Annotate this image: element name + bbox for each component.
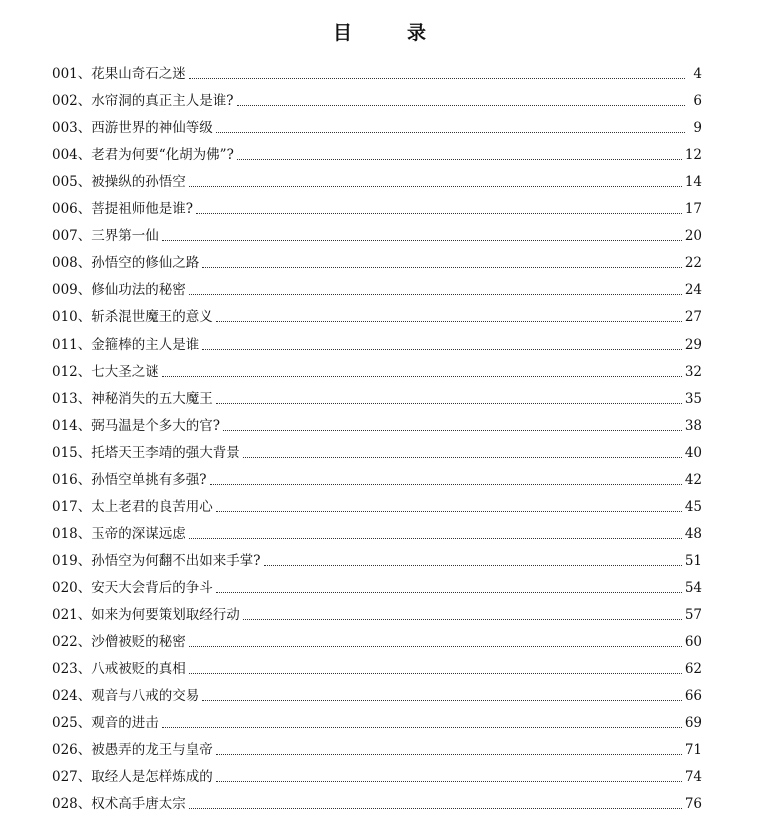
- toc-entry-title: 菩提祖师他是谁?: [91, 201, 194, 218]
- toc-entry-separator: 、: [77, 174, 92, 191]
- toc-entry[interactable]: [52, 705, 702, 732]
- toc-entry[interactable]: [52, 56, 702, 83]
- toc-entry-title: 八戒被贬的真相: [91, 661, 186, 678]
- toc-entry-page: 42: [684, 471, 702, 488]
- toc-entry[interactable]: [52, 543, 702, 570]
- toc-entry-title: 如来为何要策划取经行动: [91, 606, 240, 623]
- toc-entry[interactable]: [52, 624, 702, 651]
- toc-entry-separator: 、: [77, 444, 92, 461]
- toc-entry-leader: [202, 700, 682, 701]
- toc-entry-number: 024: [52, 688, 78, 705]
- toc-entry[interactable]: [52, 299, 702, 326]
- toc-entry-separator: 、: [77, 661, 92, 678]
- toc-entry-number: 012: [52, 363, 78, 380]
- toc-entry-leader: [189, 294, 682, 295]
- toc-entry-page: 38: [684, 417, 702, 434]
- toc-entry-leader: [216, 781, 682, 782]
- toc-entry-separator: 、: [77, 390, 92, 407]
- toc-entry[interactable]: [52, 489, 702, 516]
- toc-entry-page: 6: [693, 93, 702, 110]
- toc-entry-separator: 、: [77, 255, 92, 272]
- toc-entry-number: 023: [52, 661, 78, 678]
- toc-entry-separator: 、: [77, 228, 92, 245]
- toc-entry-number: 013: [52, 390, 78, 407]
- toc-entry[interactable]: [52, 435, 702, 462]
- toc-entry[interactable]: [52, 272, 702, 299]
- toc-entry-page: 35: [684, 390, 702, 407]
- toc-entry-separator: 、: [77, 309, 92, 326]
- toc-entry-title: 金箍棒的主人是谁: [91, 336, 200, 353]
- toc-entry[interactable]: [52, 381, 702, 408]
- toc-entry-title: 西游世界的神仙等级: [91, 120, 213, 137]
- toc-entry-number: 020: [52, 579, 78, 596]
- toc-entry-page: 32: [684, 363, 702, 380]
- toc-entry-page: 51: [684, 552, 702, 569]
- toc-entry-page: 22: [684, 255, 702, 272]
- toc-entry-leader: [189, 78, 685, 79]
- toc-entry-number: 025: [52, 715, 78, 732]
- toc-entry-number: 005: [52, 174, 78, 191]
- toc-entry-title: 斩杀混世魔王的意义: [91, 309, 213, 326]
- toc-entry[interactable]: [52, 137, 702, 164]
- toc-entry-page: 60: [684, 634, 702, 651]
- toc-entry-separator: 、: [77, 688, 92, 705]
- toc-entry-number: 001: [52, 66, 78, 83]
- toc-entry-page: 40: [684, 444, 702, 461]
- toc-entry-leader: [223, 430, 682, 431]
- toc-entry-title: 孙悟空为何翻不出如来手掌?: [91, 552, 261, 569]
- toc-entry-title: 观音与八戒的交易: [91, 688, 200, 705]
- toc-entry-separator: 、: [77, 363, 92, 380]
- toc-entry-page: 66: [684, 688, 702, 705]
- toc-entry-number: 022: [52, 634, 78, 651]
- toc-entry-title: 沙僧被贬的秘密: [91, 634, 186, 651]
- toc-entry-leader: [237, 105, 685, 106]
- toc-entry-page: 48: [684, 525, 702, 542]
- toc-entry-number: 027: [52, 769, 78, 786]
- toc-entry-number: 028: [52, 796, 78, 813]
- toc-entry-number: 018: [52, 525, 78, 542]
- toc-entry[interactable]: [52, 651, 702, 678]
- toc-entry-page: 45: [684, 498, 702, 515]
- toc-entry-leader: [216, 592, 682, 593]
- toc-entry-title: 老君为何要“化胡为佛”?: [91, 147, 234, 164]
- toc-entry-separator: 、: [77, 417, 92, 434]
- toc-entry[interactable]: [52, 191, 702, 218]
- toc-entry-leader: [243, 457, 682, 458]
- toc-entry-number: 019: [52, 552, 78, 569]
- toc-entry[interactable]: [52, 408, 702, 435]
- toc-entry-title: 托塔天王李靖的强大背景: [91, 444, 240, 461]
- toc-entry-page: 74: [684, 769, 702, 786]
- toc-entry-page: 4: [693, 66, 702, 83]
- toc-entry-separator: 、: [77, 579, 92, 596]
- toc-entry-title: 权术高手唐太宗: [91, 796, 186, 813]
- toc-entry-page: 29: [684, 336, 702, 353]
- toc-entry-page: 9: [693, 120, 702, 137]
- toc-entry-separator: 、: [77, 769, 92, 786]
- toc-entry[interactable]: [52, 354, 702, 381]
- toc-entry-number: 002: [52, 93, 78, 110]
- toc-entry-title: 花果山奇石之迷: [91, 66, 186, 83]
- toc-entry-separator: 、: [77, 715, 92, 732]
- table-of-contents: [52, 56, 702, 813]
- toc-entry[interactable]: [52, 164, 702, 191]
- toc-entry-title: 被愚弄的龙王与皇帝: [91, 742, 213, 759]
- toc-entry-leader: [243, 619, 682, 620]
- toc-entry-title: 太上老君的良苦用心: [91, 498, 213, 515]
- toc-entry-separator: 、: [77, 498, 92, 515]
- toc-entry-leader: [196, 213, 682, 214]
- toc-entry-leader: [189, 673, 682, 674]
- toc-entry-leader: [189, 646, 682, 647]
- toc-entry-title: 孙悟空单挑有多强?: [91, 471, 207, 488]
- toc-entry-title: 安天大会背后的争斗: [91, 579, 213, 596]
- toc-entry[interactable]: [52, 759, 702, 786]
- toc-entry-title: 玉帝的深谋远虑: [91, 525, 186, 542]
- toc-entry-number: 006: [52, 201, 78, 218]
- toc-entry-number: 010: [52, 309, 78, 326]
- toc-entry[interactable]: [52, 732, 702, 759]
- toc-entry-separator: 、: [77, 66, 92, 83]
- toc-entry-page: 71: [684, 742, 702, 759]
- toc-entry-number: 026: [52, 742, 78, 759]
- toc-entry-page: 62: [684, 661, 702, 678]
- toc-entry-leader: [216, 321, 682, 322]
- toc-entry-leader: [162, 727, 682, 728]
- toc-entry[interactable]: [52, 678, 702, 705]
- toc-entry-number: 014: [52, 417, 78, 434]
- toc-entry-separator: 、: [77, 120, 92, 137]
- toc-entry-number: 004: [52, 147, 78, 164]
- toc-entry-title: 孙悟空的修仙之路: [91, 255, 200, 272]
- toc-entry-title: 修仙功法的秘密: [91, 282, 186, 299]
- toc-entry-number: 021: [52, 606, 78, 623]
- toc-entry-separator: 、: [77, 606, 92, 623]
- toc-entry-page: 14: [684, 174, 702, 191]
- toc-entry-page: 17: [684, 201, 702, 218]
- toc-entry-separator: 、: [77, 201, 92, 218]
- toc-entry-separator: 、: [77, 742, 92, 759]
- toc-entry-leader: [162, 240, 682, 241]
- toc-entry-number: 007: [52, 228, 78, 245]
- toc-entry-leader: [189, 186, 682, 187]
- toc-entry-leader: [202, 267, 682, 268]
- toc-entry[interactable]: [52, 597, 702, 624]
- toc-entry-leader: [216, 403, 682, 404]
- toc-entry-page: 54: [684, 579, 702, 596]
- toc-entry-number: 015: [52, 444, 78, 461]
- toc-entry-leader: [189, 538, 682, 539]
- toc-entry-leader: [202, 349, 682, 350]
- toc-entry-leader: [264, 565, 682, 566]
- toc-entry-leader: [210, 484, 682, 485]
- toc-entry[interactable]: [52, 218, 702, 245]
- toc-entry-number: 009: [52, 282, 78, 299]
- toc-entry-page: 76: [684, 796, 702, 813]
- toc-entry-leader: [189, 808, 682, 809]
- toc-entry-separator: 、: [77, 796, 92, 813]
- toc-entry-number: 017: [52, 498, 78, 515]
- toc-entry[interactable]: [52, 326, 702, 353]
- page-title: 目 录: [332, 22, 444, 44]
- toc-entry-separator: 、: [77, 147, 92, 164]
- toc-entry-number: 003: [52, 120, 78, 137]
- toc-entry-page: 57: [684, 606, 702, 623]
- toc-entry-separator: 、: [77, 634, 92, 651]
- toc-entry-title: 弼马温是个多大的官?: [91, 417, 221, 434]
- toc-entry-separator: 、: [77, 525, 92, 542]
- toc-entry-page: 20: [684, 228, 702, 245]
- toc-entry-title: 水帘洞的真正主人是谁?: [91, 93, 234, 110]
- toc-entry-number: 008: [52, 255, 78, 272]
- toc-entry-leader: [237, 159, 682, 160]
- toc-entry-page: 69: [684, 715, 702, 732]
- toc-entry-leader: [162, 376, 682, 377]
- toc-entry-number: 016: [52, 471, 78, 488]
- toc-entry-number: 011: [52, 336, 78, 353]
- toc-entry-separator: 、: [77, 471, 92, 488]
- toc-entry[interactable]: [52, 245, 702, 272]
- toc-entry[interactable]: [52, 110, 702, 137]
- toc-entry[interactable]: [52, 462, 702, 489]
- toc-entry-page: 12: [684, 147, 702, 164]
- toc-entry-title: 七大圣之谜: [91, 363, 159, 380]
- toc-entry-title: 取经人是怎样炼成的: [91, 769, 213, 786]
- toc-entry-separator: 、: [77, 93, 92, 110]
- toc-entry[interactable]: [52, 570, 702, 597]
- toc-entry-title: 神秘消失的五大魔王: [91, 390, 213, 407]
- toc-entry[interactable]: [52, 83, 702, 110]
- toc-entry-title: 被操纵的孙悟空: [91, 174, 186, 191]
- toc-entry-separator: 、: [77, 552, 92, 569]
- toc-entry-title: 观音的进击: [91, 715, 159, 732]
- toc-entry-page: 27: [684, 309, 702, 326]
- toc-entry-leader: [216, 511, 682, 512]
- toc-entry-leader: [216, 754, 682, 755]
- toc-entry-separator: 、: [77, 282, 92, 299]
- toc-entry-separator: 、: [77, 336, 92, 353]
- toc-entry-leader: [216, 132, 685, 133]
- toc-entry[interactable]: [52, 516, 702, 543]
- toc-entry-page: 24: [684, 282, 702, 299]
- toc-entry-title: 三界第一仙: [91, 228, 159, 245]
